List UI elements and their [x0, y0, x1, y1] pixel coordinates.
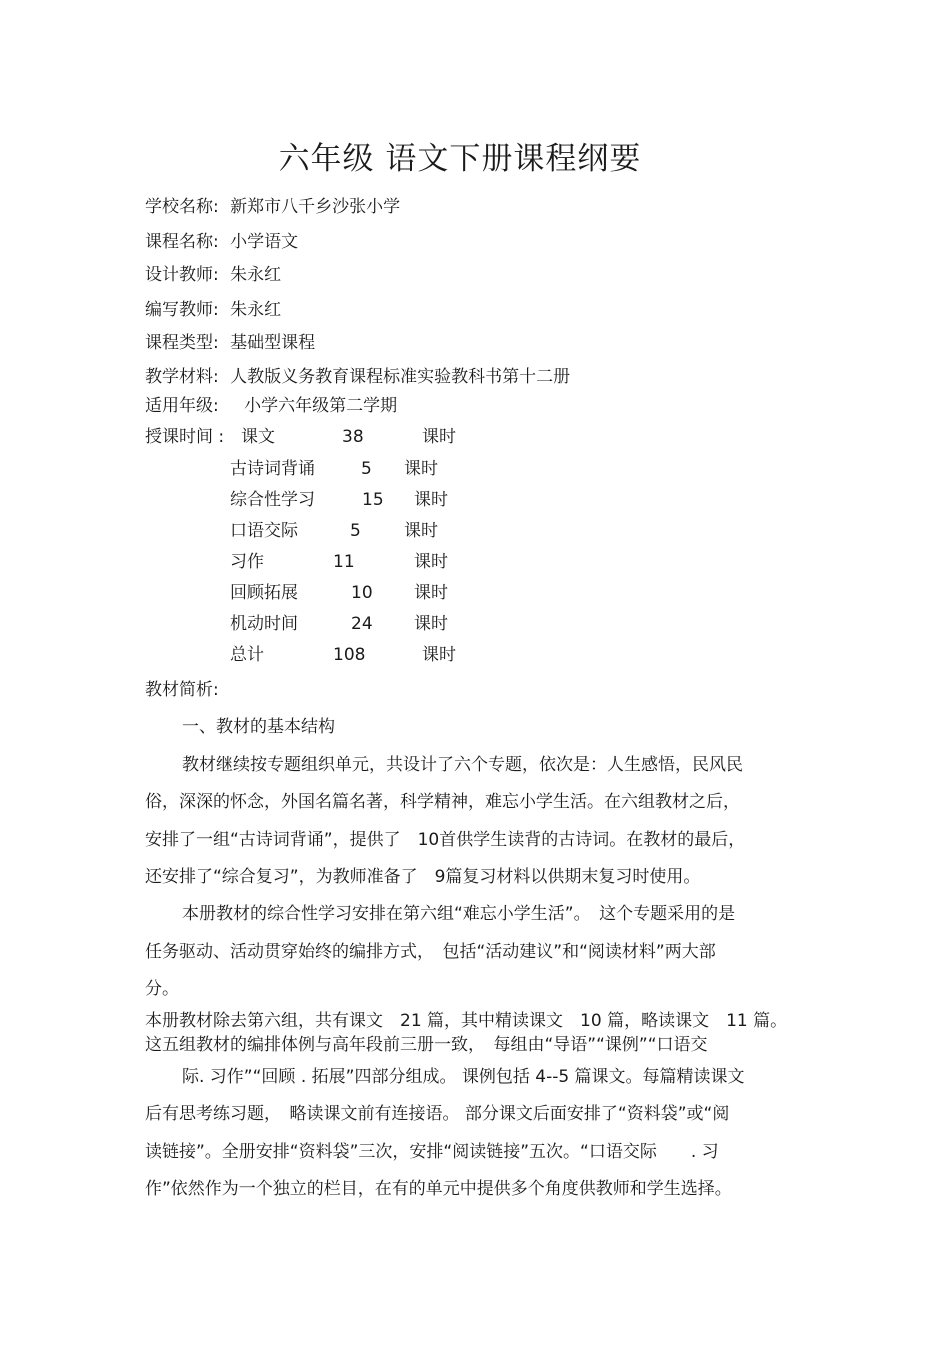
body-line: 读链接”。全册安排“资料袋”三次，安排“阅读链接”五次。“口语交际 . 习 [145, 1142, 719, 1162]
info-value: 朱永红 [230, 300, 282, 320]
hours-item: 回顾拓展 [230, 583, 298, 603]
info-row-school [145, 196, 400, 218]
body-line: 本册教材的综合性学习安排在第六组“难忘小学生活”。 这个专题采用的是 [182, 904, 736, 924]
info-label: 学校名称: [145, 197, 219, 217]
body-line: 俗，深深的怀念，外国名篇名著，科学精神，难忘小学生活。在六组教材之后， [145, 792, 740, 812]
body-line: 本册教材除去第六组，共有课文 21 篇，其中精读课文 10 篇，略读课文 11 篇。 [145, 1011, 788, 1031]
section-heading: 一、教材的基本结构 [182, 717, 335, 737]
body-line: 还安排了“综合复习”，为教师准备了 9篇复习材料以供期末复习时使用。 [145, 867, 701, 887]
info-value: 新郑市八千乡沙张小学 [230, 197, 401, 217]
hours-unit: 课时 [414, 614, 448, 634]
body-line: 教材继续按专题组织单元，共设计了六个专题，依次是：人生感悟，民风民 [182, 755, 743, 775]
document-title: 六年级 语文下册课程纲要 [278, 141, 642, 177]
hours-item: 课文 [241, 427, 275, 447]
info-label: 课程类型: [145, 333, 219, 353]
hours-count: 38 [342, 427, 364, 447]
body-line: 安排了一组“古诗词背诵”，提供了 10首供学生读背的古诗词。在教材的最后， [145, 830, 746, 850]
hours-unit: 课时 [414, 490, 448, 510]
hours-item: 口语交际 [230, 521, 298, 541]
info-value: 基础型课程 [230, 333, 316, 353]
info-row-type [145, 332, 315, 354]
info-row-course [145, 231, 298, 253]
body-line: 任务驱动、活动贯穿始终的编排方式， 包括“活动建议”和“阅读材料”两大部 [145, 942, 716, 962]
hours-unit: 课时 [414, 583, 448, 603]
body-line: 际. 习作”“回顾 . 拓展”四部分组成。 课例包括 4--5 篇课文。每篇精读课文 [182, 1067, 745, 1087]
hours-count: 5 [350, 521, 361, 541]
info-label: 适用年级: [145, 396, 219, 416]
body-line: 后有思考练习题， 略读课文前有连接语。 部分课文后面安排了“资料袋”或“阅 [145, 1104, 730, 1124]
hours-count: 10 [351, 583, 373, 603]
hours-item: 总计 [230, 645, 264, 665]
hours-item: 习作 [230, 552, 264, 572]
info-value: 小学六年级第二学期 [244, 396, 398, 416]
hours-count: 11 [333, 552, 355, 572]
analysis-heading: 教材简析: [145, 680, 219, 700]
hours-unit: 课时 [414, 552, 448, 572]
hours-item: 古诗词背诵 [230, 459, 315, 479]
hours-count: 15 [362, 490, 384, 510]
info-label: 课程名称: [145, 232, 219, 252]
info-value: 人教版义务教育课程标准实验教科书第十二册 [230, 367, 571, 387]
info-row-materials [145, 366, 570, 388]
hours-item: 机动时间 [230, 614, 298, 634]
hours-unit: 课时 [422, 645, 456, 665]
info-row-designer [145, 264, 281, 286]
info-label: 教学材料: [145, 367, 219, 387]
body-line: 分。 [145, 979, 179, 999]
hours-item: 综合性学习 [230, 490, 315, 510]
info-value: 朱永红 [230, 265, 282, 285]
hours-count: 5 [361, 459, 372, 479]
info-label: 设计教师: [145, 265, 219, 285]
body-line: 这五组教材的编排体例与高年段前三册一致， 每组由“导语”“课例”“口语交 [145, 1035, 708, 1055]
body-line: 作”依然作为一个独立的栏目，在有的单元中提供多个角度供教师和学生选择。 [145, 1179, 732, 1199]
info-value: 小学语文 [230, 232, 299, 252]
hours-label: 授课时间 : [145, 427, 225, 447]
hours-unit: 课时 [404, 521, 438, 541]
info-row-writer [145, 299, 281, 321]
hours-count: 108 [333, 645, 366, 665]
hours-unit: 课时 [422, 427, 456, 447]
info-label: 编写教师: [145, 300, 219, 320]
hours-unit: 课时 [404, 459, 438, 479]
hours-count: 24 [351, 614, 373, 634]
info-row-grade [145, 395, 397, 417]
